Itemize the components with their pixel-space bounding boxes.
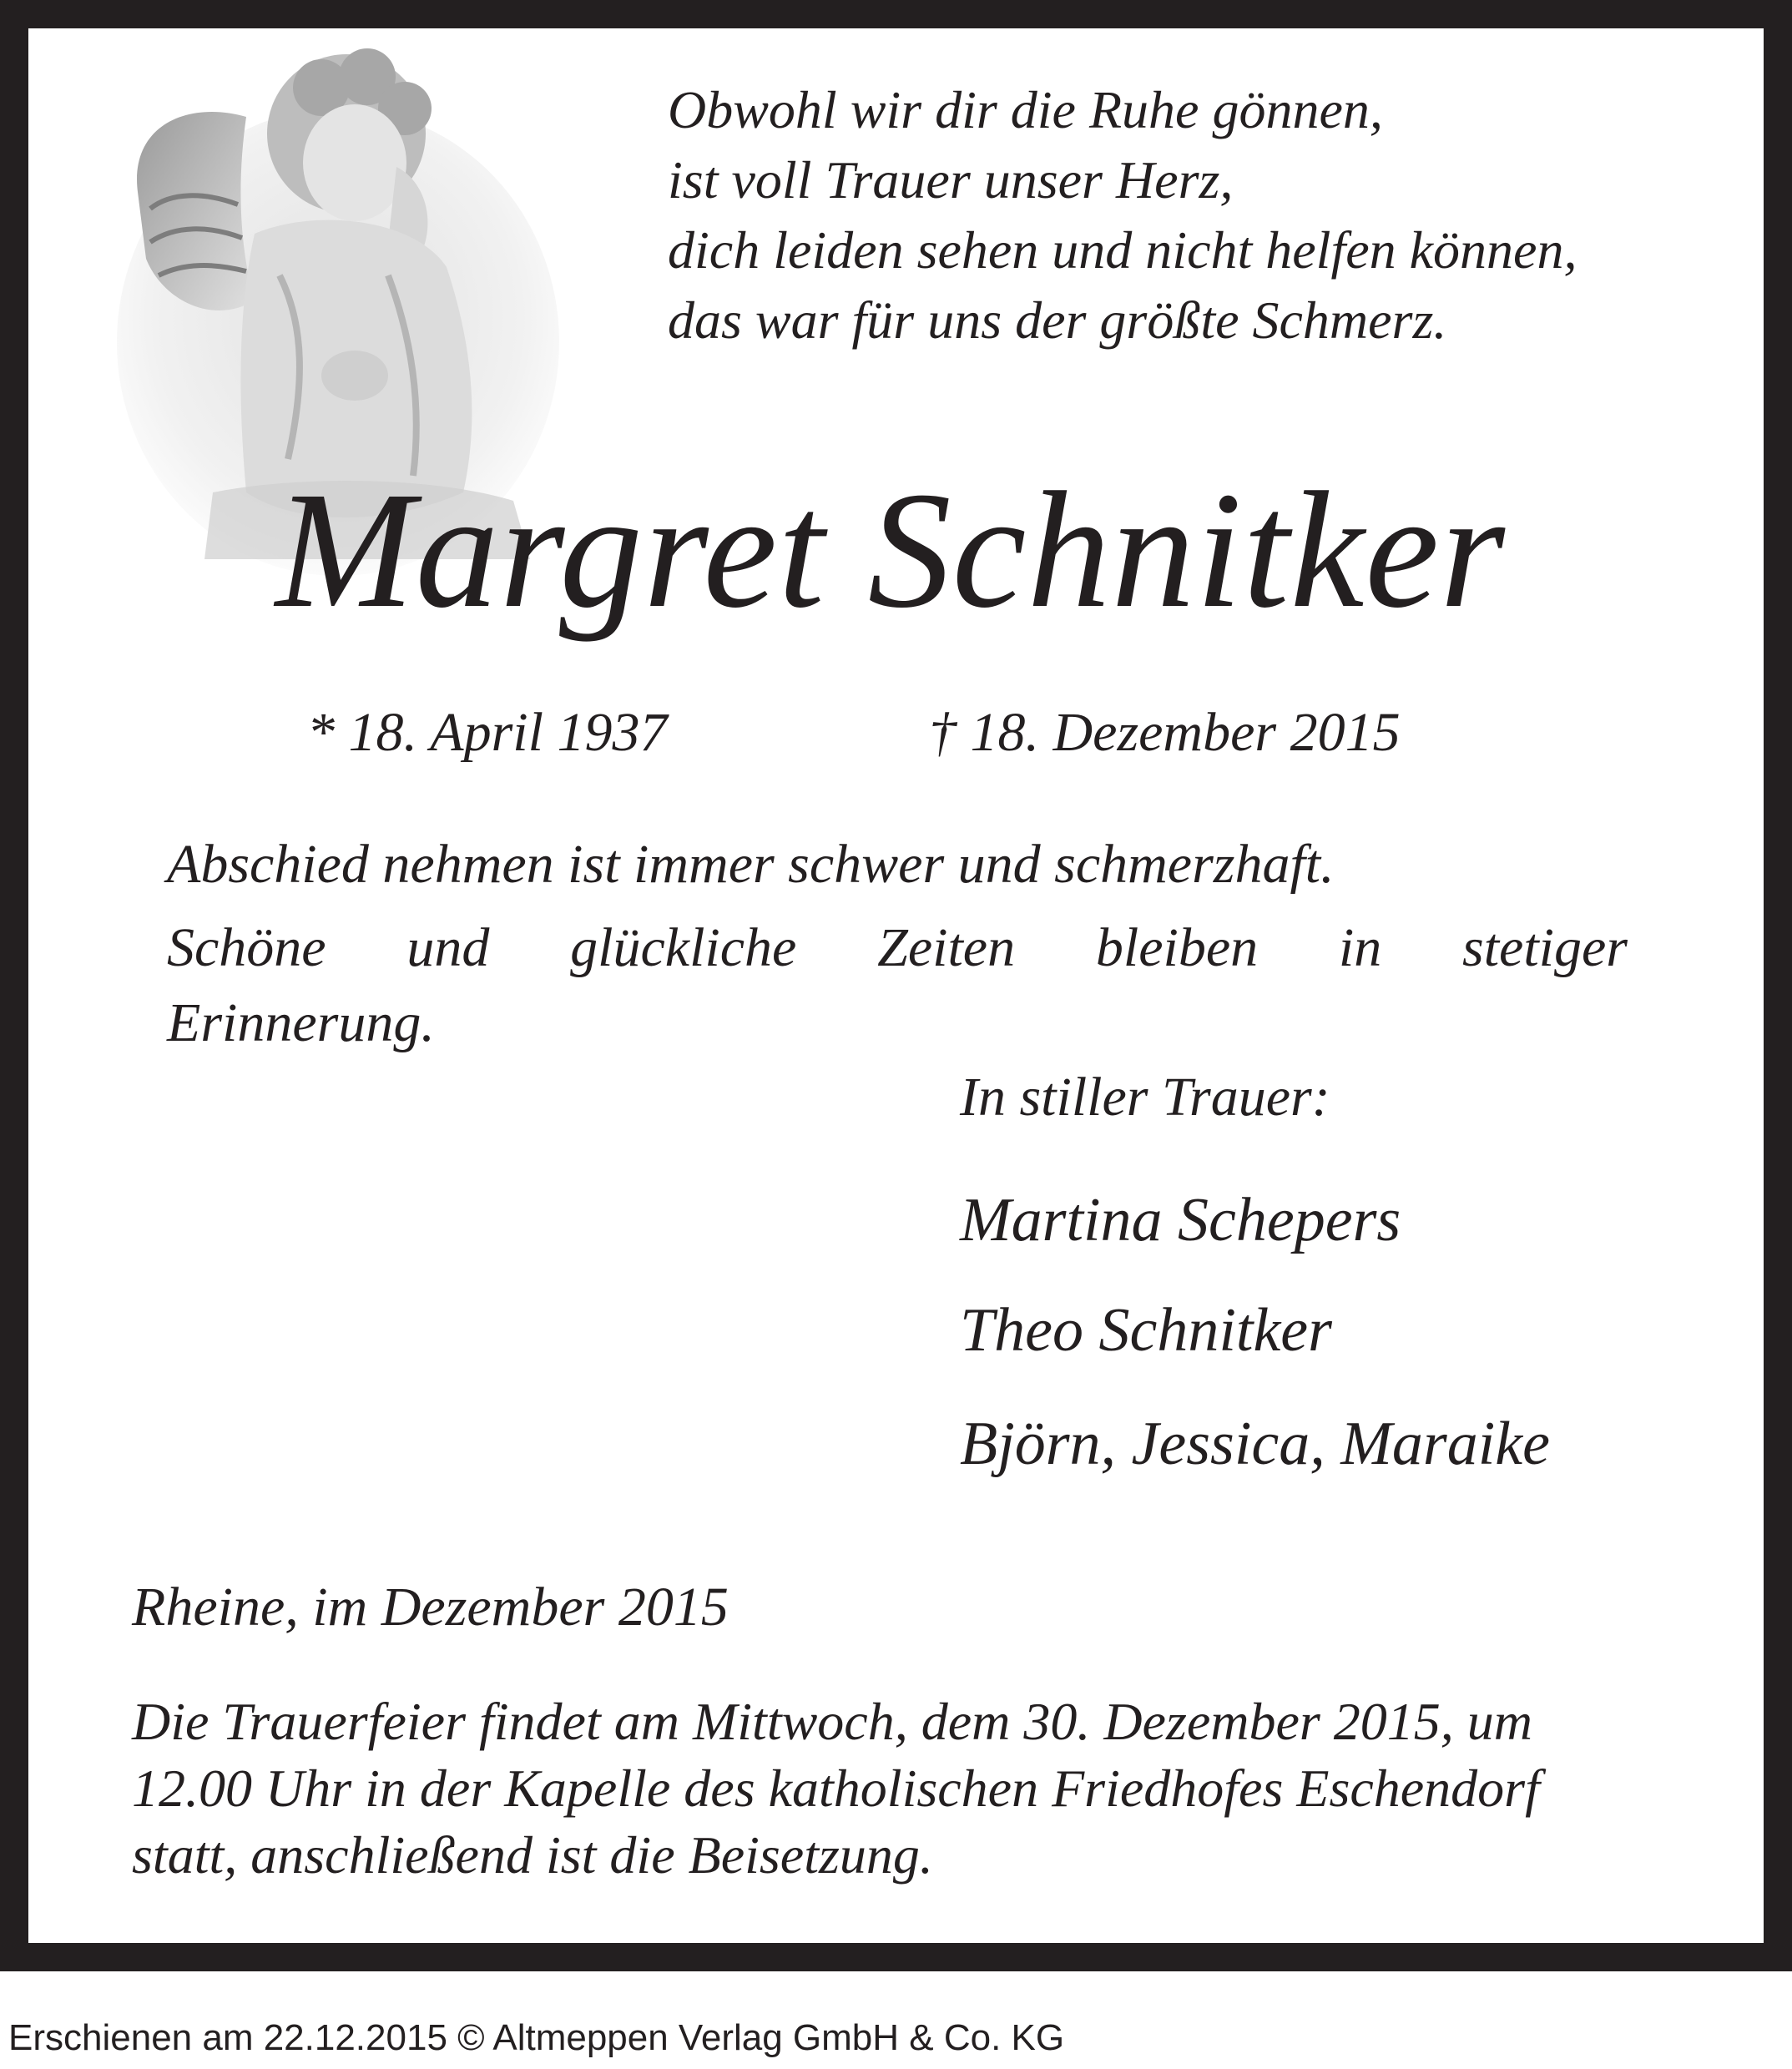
poem: [668, 75, 1577, 356]
funeral-info-line: 12.00 Uhr in der Kapelle des katholischen Friedhofes Eschendorf: [132, 1759, 1540, 1818]
poem-line: das war für uns der größte Schmerz.: [668, 290, 1447, 350]
closing-text-line: Erinnerung.: [167, 992, 435, 1053]
death-date: † 18. Dezember 2015: [929, 702, 1401, 763]
place-and-date: Rheine, im Dezember 2015: [132, 1577, 729, 1638]
funeral-info-line: Die Trauerfeier findet am Mittwoch, dem 30. Dezember 2015, um: [132, 1692, 1532, 1751]
mourning-label: In stiller Trauer:: [960, 1067, 1330, 1128]
birth-date: * 18. April 1937: [307, 702, 668, 763]
mourner-name: Theo Schnitker: [960, 1296, 1332, 1365]
life-dates: [307, 701, 1401, 765]
closing-text-line: Schöne und glückliche Zeiten bleiben in stetiger: [167, 917, 1628, 978]
funeral-info: [132, 1688, 1540, 1889]
closing-text-line: Abschied nehmen ist immer schwer und schmerzhaft.: [167, 834, 1335, 895]
publication-footer: Erschienen am 22.12.2015 © Altmeppen Verlag GmbH & Co. KG: [8, 2017, 1065, 2058]
funeral-info-line: statt, anschließend ist die Beisetzung.: [132, 1825, 933, 1885]
poem-line: dich leiden sehen und nicht helfen können,: [668, 220, 1577, 280]
deceased-name: Margret Schnitker: [275, 458, 1507, 643]
mourner-name: Martina Schepers: [960, 1186, 1401, 1254]
mourner-name: Björn, Jessica, Maraike: [960, 1410, 1550, 1478]
poem-line: Obwohl wir dir die Ruhe gönnen,: [668, 80, 1383, 139]
poem-line: ist voll Trauer unser Herz,: [668, 150, 1234, 209]
